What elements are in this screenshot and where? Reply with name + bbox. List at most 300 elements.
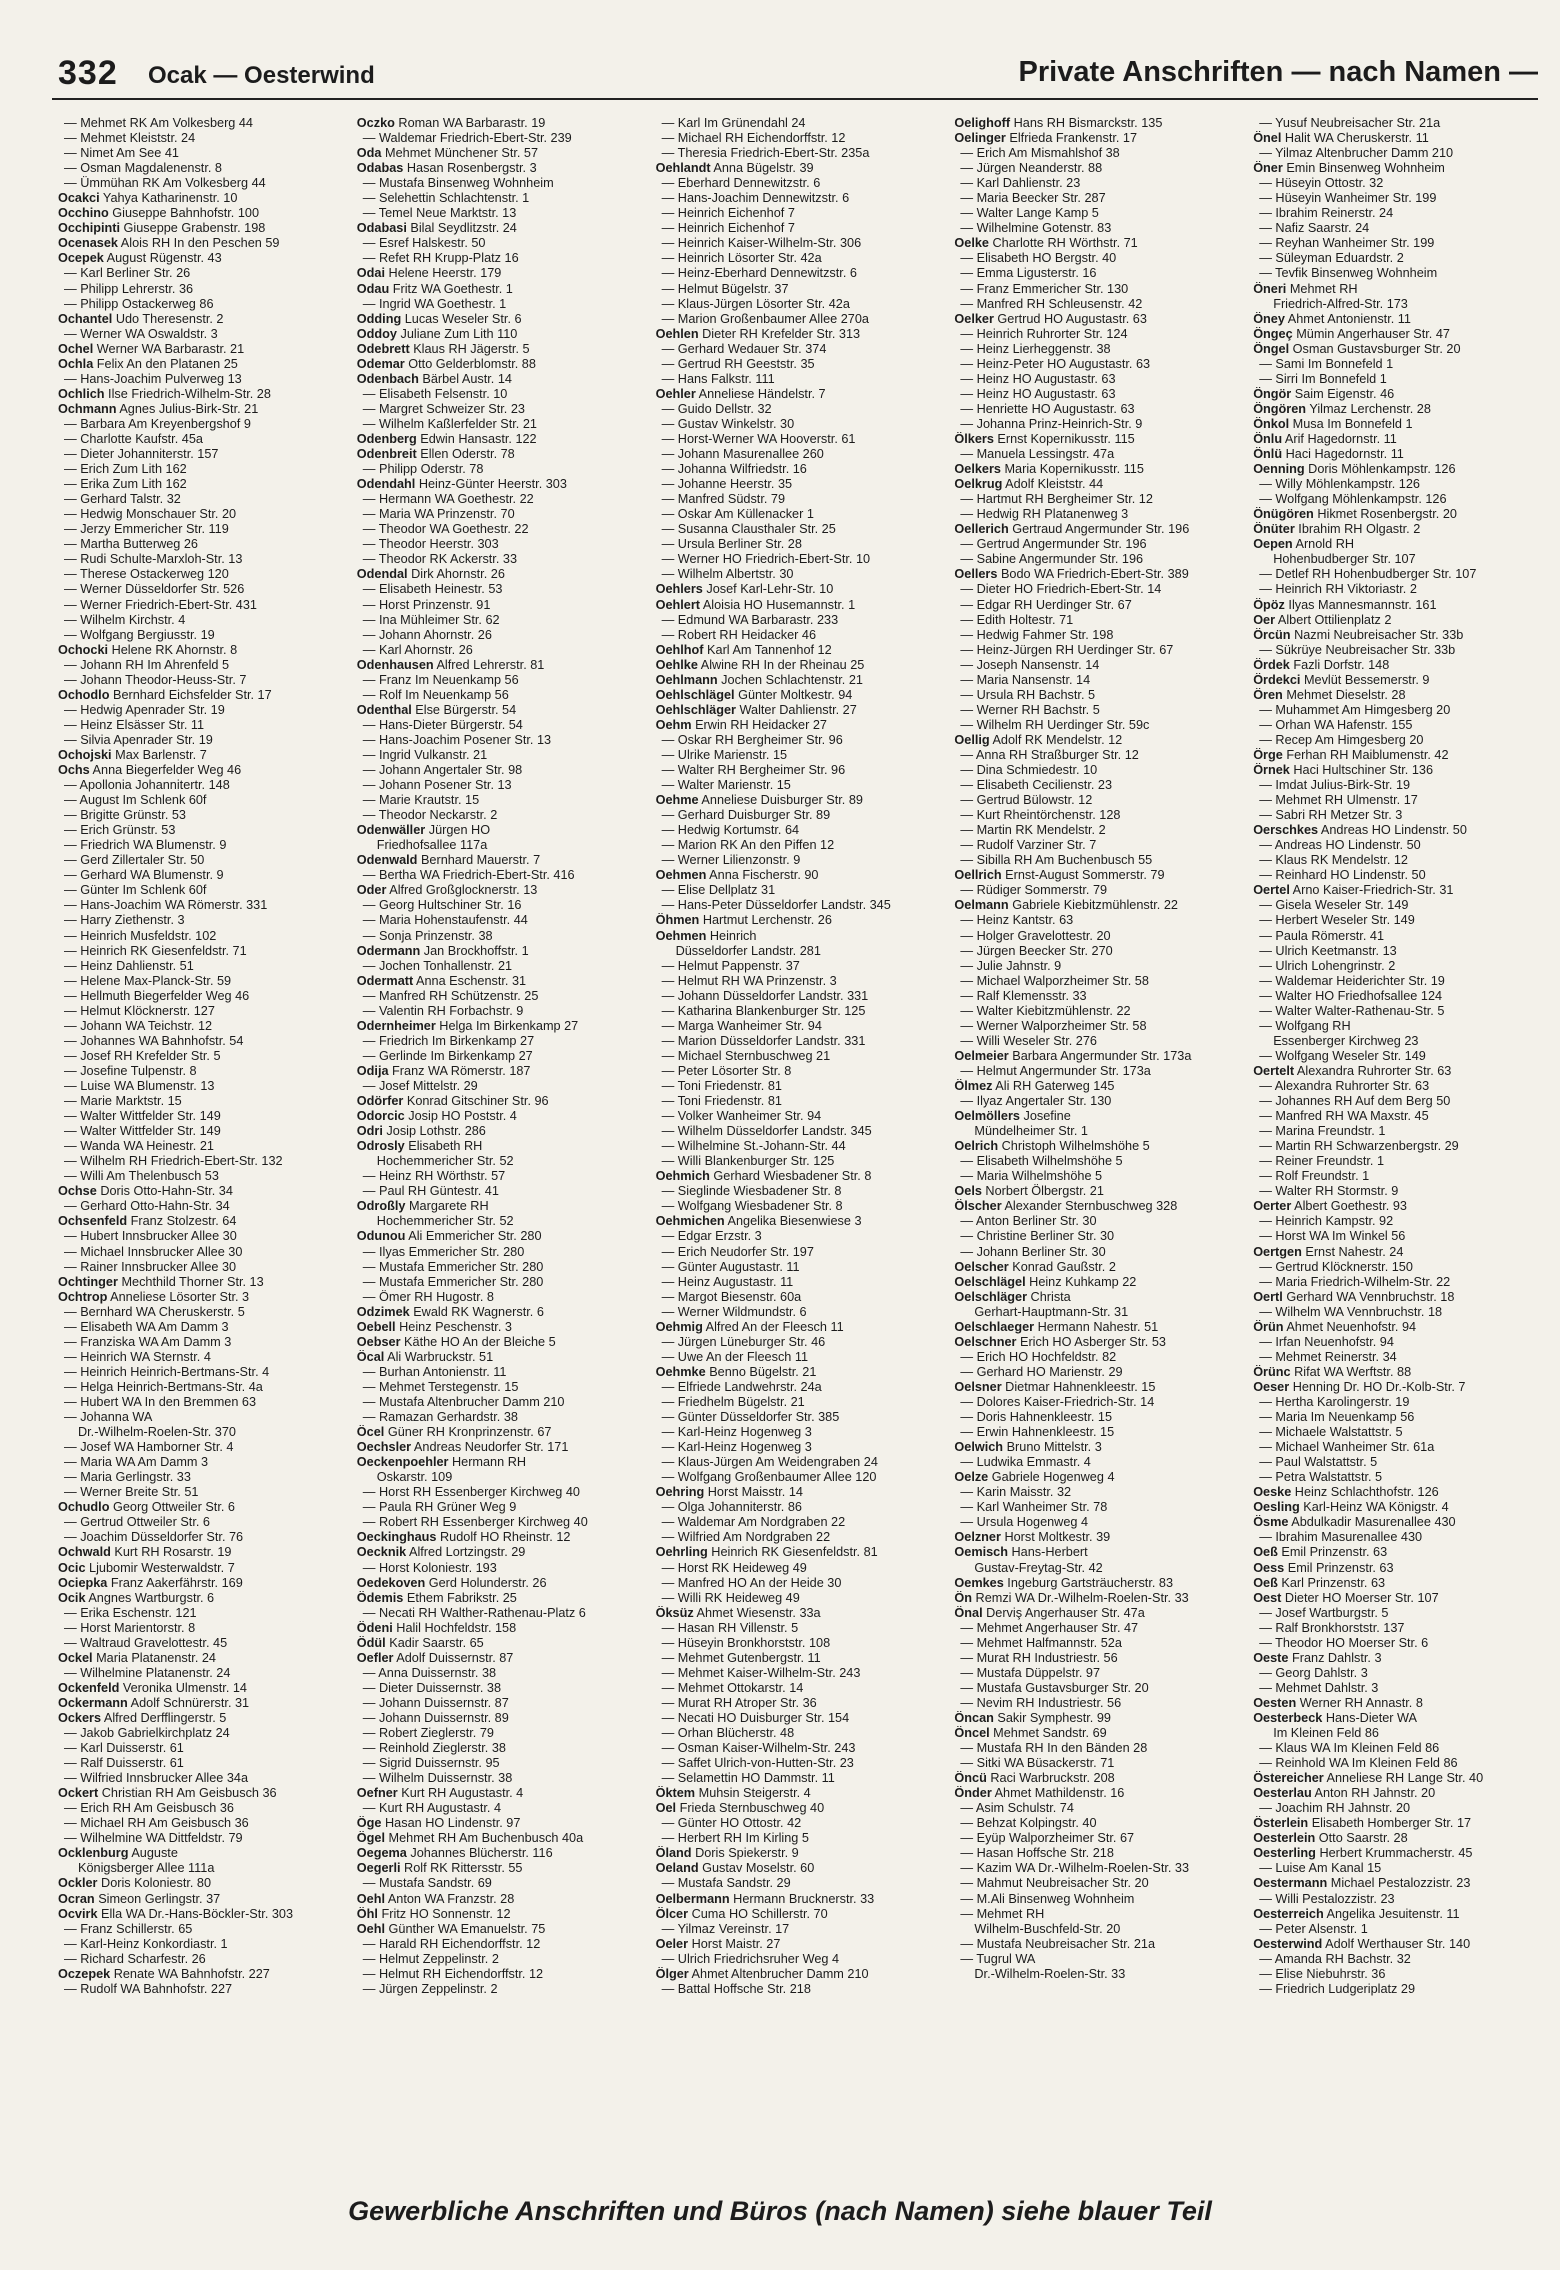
directory-entry: Oellrich Ernst-August Sommerstr. 79 — [954, 868, 1165, 883]
surname: Oemisch — [954, 1545, 1008, 1560]
directory-entry: — Rolf Im Neuenkamp 56 — [362, 687, 509, 702]
surname: Ödül — [356, 1635, 386, 1650]
directory-entry: — Heinrich Eichenhof 7 — [661, 206, 795, 221]
directory-entry: — Martin RH Schwarzenbergstr. 29 — [1259, 1139, 1459, 1154]
directory-entry: Hochemmericher Str. 52 — [376, 1154, 514, 1169]
directory-entry: — Erika Zum Lith 162 — [64, 477, 187, 492]
directory-entry: — Gerhard Talstr. 32 — [64, 492, 181, 507]
directory-entry: — Marion Großenbaumer Allee 270a — [661, 311, 869, 326]
surname: Oertl — [1253, 1289, 1283, 1304]
directory-entry: Odenberg Edwin Hansastr. 122 — [356, 431, 537, 446]
directory-entry: — Yilmaz Vereinstr. 17 — [661, 1921, 790, 1936]
directory-entry: — Josef Wartburgstr. 5 — [1259, 1605, 1389, 1620]
surname: Oeß — [1253, 1545, 1278, 1560]
directory-entry: — Wolfgang Wiesbadener Str. 8 — [661, 1199, 843, 1214]
surname: Oerter — [1253, 1199, 1292, 1214]
directory-entry: — Günter Düsseldorfer Str. 385 — [661, 1410, 840, 1425]
directory-entry: — Imdat Julius-Birk-Str. 19 — [1259, 778, 1411, 793]
directory-entry: Ölmez Ali RH Gaterweg 145 — [954, 1079, 1115, 1093]
surname: Örün — [1253, 1319, 1284, 1334]
surname: Öcal — [356, 1349, 385, 1364]
directory-entry: Oehmichen Angelika Biesenwiese 3 — [655, 1214, 862, 1229]
directory-entry: Odri Josip Lothstr. 286 — [356, 1124, 486, 1139]
directory-entry: Önlu Arif Hagedornstr. 11 — [1253, 431, 1397, 446]
directory-column — [58, 116, 343, 2156]
directory-entry: — Heinz Elsässer Str. 11 — [64, 717, 205, 732]
directory-entry: Wilhelm-Buschfeld-Str. 20 — [974, 1921, 1121, 1936]
directory-entry: — Behzat Kolpingstr. 40 — [960, 1816, 1097, 1831]
directory-entry: — Mehmet Gutenbergstr. 11 — [661, 1650, 821, 1665]
directory-entry: — Horst RH Essenberger Kirchweg 40 — [362, 1485, 580, 1500]
directory-entry: — Hellmuth Biegerfelder Weg 46 — [64, 988, 250, 1003]
directory-entry: — Kurt RH Augustastr. 4 — [362, 1801, 502, 1816]
directory-entry: Odabasi Bilal Seydlitzstr. 24 — [356, 221, 517, 236]
directory-entry: Öhl Fritz HO Sonnenstr. 12 — [356, 1906, 511, 1921]
surname: Örge — [1253, 747, 1283, 762]
directory-entry: — Franziska WA Am Damm 3 — [64, 1334, 232, 1349]
directory-entry: — Philipp Lehrerstr. 36 — [64, 281, 194, 296]
directory-entry: — Theodor WA Goethestr. 22 — [362, 522, 529, 537]
surname: Örnek — [1253, 763, 1290, 778]
directory-entry: — Elise Niebuhrstr. 36 — [1259, 1966, 1386, 1981]
surname: Oehmichen — [655, 1214, 725, 1229]
directory-entry: — Nafiz Saarstr. 24 — [1259, 221, 1370, 236]
directory-entry: — Ramazan Gerhardstr. 38 — [362, 1410, 518, 1425]
directory-entry: — Maria WA Prinzenstr. 70 — [362, 507, 515, 522]
surname: Oehmen — [655, 928, 707, 943]
directory-entry: — Werner Düsseldorfer Str. 526 — [64, 582, 245, 597]
surname: Oer — [1253, 612, 1276, 627]
surname: Ochse — [58, 1184, 97, 1199]
directory-entry: Oeckinghaus Rudolf HO Rheinstr. 12 — [356, 1530, 571, 1545]
directory-entry: — Richard Scharfestr. 26 — [64, 1951, 206, 1966]
directory-entry: Ösme Abdulkadir Masurenallee 430 — [1253, 1515, 1456, 1530]
directory-entry: Odorcic Josip HO Poststr. 4 — [356, 1109, 517, 1124]
surname: Östereicher — [1253, 1771, 1324, 1786]
directory-entry: — Walter Wittfelder Str. 149 — [64, 1124, 221, 1139]
directory-entry: — Helmut RH WA Prinzenstr. 3 — [661, 973, 837, 988]
directory-entry: Ochwald Kurt RH Rosarstr. 19 — [58, 1545, 232, 1560]
directory-entry: Oelschlägel Heinz Kuhkamp 22 — [954, 1274, 1137, 1289]
directory-entry: Ödemis Ethem Fabrikstr. 25 — [356, 1590, 517, 1605]
directory-entry: — Michael Walporzheimer Str. 58 — [960, 973, 1149, 988]
directory-entry: — Hedwig Fahmer Str. 198 — [960, 627, 1114, 642]
directory-column — [1253, 116, 1538, 2156]
surname: Odenbreit — [356, 447, 417, 462]
directory-entry: — Gerhard HO Marienstr. 29 — [960, 1364, 1123, 1379]
surname: Öhmen — [655, 913, 700, 928]
directory-entry: — Tugrul WA — [960, 1951, 1036, 1966]
directory-entry: — Franz Im Neuenkamp 56 — [362, 672, 519, 687]
surname: Önlu — [1253, 431, 1283, 446]
directory-entry: Oels Norbert Ölbergstr. 21 — [954, 1184, 1104, 1199]
page-header — [52, 48, 1538, 100]
directory-entry: — Valentin RH Forbachstr. 9 — [362, 1003, 524, 1018]
directory-entry: Ölkers Ernst Kopernikusstr. 115 — [954, 431, 1135, 446]
directory-entry: — Muhammet Am Himgesberg 20 — [1259, 702, 1451, 717]
directory-entry: — Waldemar Friedrich-Ebert-Str. 239 — [362, 131, 572, 146]
directory-entry: Ördekci Mevlüt Bessemerstr. 9 — [1253, 672, 1430, 687]
directory-entry: Ochodlo Bernhard Eichsfelder Str. 17 — [58, 687, 272, 702]
directory-entry: — Johann Ahornstr. 26 — [362, 627, 492, 642]
directory-entry: — Herbert RH Im Kirling 5 — [661, 1831, 809, 1846]
directory-entry: Oedekoven Gerd Holunderstr. 26 — [356, 1575, 547, 1590]
directory-entry: — Mustafa Düppelstr. 97 — [960, 1665, 1101, 1680]
directory-entry: — Toni Friedenstr. 81 — [661, 1094, 782, 1109]
surname: Ochla — [58, 356, 94, 371]
directory-entry: — Mehmet Dahlstr. 3 — [1259, 1680, 1379, 1695]
directory-entry: Oesterlein Otto Saarstr. 28 — [1253, 1831, 1408, 1846]
surname: Önügören — [1253, 507, 1314, 522]
directory-entry: — Hasan RH Villenstr. 5 — [661, 1620, 799, 1635]
surname: Odenhausen — [356, 657, 434, 672]
directory-entry: Oelkers Maria Kopernikusstr. 115 — [954, 462, 1144, 477]
directory-entry: — Marion Düsseldorfer Landstr. 331 — [661, 1033, 866, 1048]
directory-entry: — Ingrid Vulkanstr. 21 — [362, 747, 488, 762]
directory-entry: — Mehmet Kleiststr. 24 — [64, 131, 196, 146]
directory-entry: Odunou Ali Emmericher Str. 280 — [356, 1229, 542, 1244]
directory-entry: Oesten Werner RH Annastr. 8 — [1253, 1695, 1423, 1710]
directory-entry: — Josefine Tulpenstr. 8 — [64, 1063, 197, 1078]
directory-entry: — Johann Duissernstr. 89 — [362, 1710, 509, 1725]
surname: Odendahl — [356, 477, 416, 492]
directory-entry: Öngel Osman Gustavsburger Str. 20 — [1253, 341, 1461, 356]
surname: Ören — [1253, 687, 1283, 702]
directory-entry: — Marie Marktstr. 15 — [64, 1094, 182, 1109]
directory-entry: Ocenasek Alois RH In den Peschen 59 — [58, 236, 280, 251]
surname: Oeste — [1253, 1650, 1289, 1665]
surname: Oesterreich — [1253, 1906, 1324, 1921]
surname: Ögel — [356, 1831, 385, 1846]
surname: Öncel — [954, 1726, 990, 1741]
directory-entry: — Johann WA Teichstr. 12 — [64, 1018, 213, 1033]
directory-entry: — Manfred HO An der Heide 30 — [661, 1575, 842, 1590]
directory-entry: Oder Alfred Großglocknerstr. 13 — [356, 883, 538, 898]
directory-entry: Oehme Anneliese Duisburger Str. 89 — [655, 793, 863, 808]
directory-entry: — Martin RK Mendelstr. 2 — [960, 823, 1106, 838]
directory-entry: — Dina Schmiedestr. 10 — [960, 763, 1098, 778]
directory-entry: — Doris Hahnenkleestr. 15 — [960, 1410, 1113, 1425]
directory-entry: — Dieter Duissernstr. 38 — [362, 1680, 501, 1695]
surname: Ocvirk — [58, 1906, 98, 1921]
directory-entry: Örcün Nazmi Neubreisacher Str. 33b — [1253, 627, 1464, 642]
directory-entry: — Johannes RH Auf dem Berg 50 — [1259, 1094, 1451, 1109]
directory-entry: Odrosly Elisabeth RH — [356, 1139, 483, 1154]
directory-entry: Oefler Adolf Duissernstr. 87 — [356, 1650, 514, 1665]
directory-entry: Örünc Rifat WA Werftstr. 88 — [1253, 1364, 1412, 1379]
surname: Odenwald — [356, 853, 418, 868]
directory-entry: Ödeni Halil Hochfeldstr. 158 — [356, 1620, 517, 1635]
surname: Occhino — [58, 206, 109, 221]
directory-entry: — Elisabeth Cecilienstr. 23 — [960, 778, 1113, 793]
directory-entry: — Heinz-Jürgen RH Uerdinger Str. 67 — [960, 642, 1174, 657]
directory-entry: Öngeç Mümin Angerhauser Str. 47 — [1253, 326, 1450, 341]
directory-entry: Ölger Ahmet Altenbrucher Damm 210 — [655, 1966, 869, 1981]
directory-entry: — Maria Wilhelmshöhe 5 — [960, 1169, 1103, 1184]
directory-entry: — Oskar Am Küllenacker 1 — [661, 507, 814, 522]
directory-entry: — Manfred RH Schützenstr. 25 — [362, 988, 539, 1003]
surname: Odding — [356, 311, 402, 326]
directory-entry: Odabas Hasan Rosenbergstr. 3 — [356, 161, 537, 176]
directory-entry: — Saffet Ulrich-von-Hutten-Str. 23 — [661, 1756, 854, 1771]
surname: Öner — [1253, 161, 1283, 176]
surname: Ochantel — [58, 311, 113, 326]
directory-entry: — Karl-Heinz Konkordiastr. 1 — [64, 1936, 228, 1951]
directory-entry: — Hedwig Monschauer Str. 20 — [64, 507, 237, 522]
surname: Öktem — [655, 1786, 696, 1801]
directory-entry: Oehlke Alwine RH In der Rheinau 25 — [655, 657, 865, 672]
directory-entry: Öcel Güner RH Kronprinzenstr. 67 — [356, 1425, 552, 1440]
directory-entry: Odzimek Ewald RK Wagnerstr. 6 — [356, 1304, 544, 1319]
directory-entry: — Ilyas Emmericher Str. 280 — [362, 1244, 525, 1259]
directory-entry: Ocic Ljubomir Westerwaldstr. 7 — [58, 1560, 235, 1575]
directory-entry: Odija Franz WA Römerstr. 187 — [356, 1063, 531, 1078]
directory-entry: — Wilfried Innsbrucker Allee 34a — [64, 1771, 249, 1786]
directory-entry: Ochla Felix An den Platanen 25 — [58, 356, 238, 371]
directory-entry: Im Kleinen Feld 86 — [1273, 1726, 1379, 1741]
directory-entry: — Willy Möhlenkampstr. 126 — [1259, 477, 1420, 492]
directory-entry: — Sükrüye Neubreisacher Str. 33b — [1259, 642, 1456, 657]
directory-entry: — Sabine Angermunder Str. 196 — [960, 552, 1144, 567]
directory-entry: — Mustafa Sandstr. 69 — [362, 1876, 492, 1891]
directory-entry: — Ralf Duisserstr. 61 — [64, 1756, 184, 1771]
directory-entry: — Werner Walporzheimer Str. 58 — [960, 1018, 1147, 1033]
directory-entry: — Maria Im Neuenkamp 56 — [1259, 1410, 1415, 1425]
directory-entry: Öcal Ali Warbruckstr. 51 — [356, 1349, 494, 1364]
directory-entry: — Anna Duissernstr. 38 — [362, 1665, 497, 1680]
directory-entry: — Heinz-Eberhard Dennewitzstr. 6 — [661, 266, 857, 281]
directory-entry: Oehler Anneliese Händelstr. 7 — [655, 386, 826, 401]
directory-entry: Oebser Käthe HO An der Bleiche 5 — [356, 1334, 556, 1349]
surname: Oechsler — [356, 1440, 412, 1455]
directory-entry: — Michael Sternbuschweg 21 — [661, 1048, 831, 1063]
surname: Odri — [356, 1124, 383, 1139]
directory-entry: — Katharina Blankenburger Str. 125 — [661, 1003, 866, 1018]
directory-entry: — Horst Koloniestr. 193 — [362, 1560, 497, 1575]
directory-entry: Odebrett Klaus RH Jägerstr. 5 — [356, 341, 530, 356]
directory-entry: — Elisabeth Wilhelmshöhe 5 — [960, 1154, 1123, 1169]
directory-entry: — Mehmet RH — [960, 1906, 1045, 1921]
surname: Oebell — [356, 1319, 396, 1334]
directory-entry: Oenning Doris Möhlenkampstr. 126 — [1253, 462, 1456, 477]
directory-entry: — Friedrich WA Blumenstr. 9 — [64, 838, 227, 853]
surname: Önkol — [1253, 416, 1290, 431]
directory-entry: — Willi RK Heideweg 49 — [661, 1590, 800, 1605]
directory-entry: — Henriette HO Augustastr. 63 — [960, 401, 1135, 416]
directory-entry: — Erwin Hahnenkleestr. 15 — [960, 1425, 1115, 1440]
directory-entry: — Michael RH Eichendorffstr. 12 — [661, 131, 846, 146]
directory-entry: Ockenfeld Veronika Ulmenstr. 14 — [58, 1680, 247, 1695]
directory-entry: — Wilhelm Kirchstr. 4 — [64, 612, 186, 627]
surname: Oels — [954, 1184, 982, 1199]
directory-entry: Ön Remzi WA Dr.-Wilhelm-Roelen-Str. 33 — [954, 1590, 1189, 1605]
surname: Oefner — [356, 1786, 398, 1801]
directory-entry: — Guido Dellstr. 32 — [661, 401, 772, 416]
directory-entry: — Mustafa Emmericher Str. 280 — [362, 1259, 544, 1274]
directory-entry: Oelkrug Adolf Kleiststr. 44 — [954, 477, 1104, 492]
directory-entry: — Hans Falkstr. 111 — [661, 371, 775, 386]
directory-entry: Ochtinger Mechthild Thorner Str. 13 — [58, 1274, 264, 1289]
directory-entry: — Mustafa Gustavsburger Str. 20 — [960, 1680, 1149, 1695]
directory-entry: — Edgar Erzstr. 3 — [661, 1229, 762, 1244]
directory-entry: Oehrling Heinrich RK Giesenfeldstr. 81 — [655, 1545, 878, 1560]
directory-entry: — Erich Neudorfer Str. 197 — [661, 1244, 814, 1259]
directory-entry: — Erich Zum Lith 162 — [64, 462, 187, 477]
directory-entry: — Hüseyin Wanheimer Str. 199 — [1259, 191, 1437, 206]
directory-entry: — Manfred RH WA Maxstr. 45 — [1259, 1109, 1429, 1124]
directory-entry: — Hans-Dieter Bürgerstr. 54 — [362, 717, 523, 732]
directory-entry: — Robert Zieglerstr. 79 — [362, 1726, 494, 1741]
directory-entry: Oesterlau Anton RH Jahnstr. 20 — [1253, 1786, 1436, 1801]
surname: Odernheimer — [356, 1018, 436, 1033]
directory-entry: — Paul RH Güntestr. 41 — [362, 1184, 499, 1199]
directory-entry: Ördek Fazli Dorfstr. 148 — [1253, 657, 1390, 672]
surname: Oelkers — [954, 462, 1001, 477]
surname: Oczko — [356, 116, 395, 130]
directory-entry: — Waldemar Am Nordgraben 22 — [661, 1515, 846, 1530]
directory-entry: — Dolores Kaiser-Friedrich-Str. 14 — [960, 1394, 1155, 1409]
directory-entry: — Tevfik Binsenweg Wohnheim — [1259, 266, 1438, 281]
surname: Oesterlau — [1253, 1786, 1312, 1801]
surname: Ochlich — [58, 386, 105, 401]
directory-entry: Öksüz Ahmet Wiesenstr. 33a — [655, 1605, 821, 1620]
directory-entry: — Ursula Hogenweg 4 — [960, 1515, 1089, 1530]
surname: Oeckinghaus — [356, 1530, 437, 1545]
directory-entry: — Michael RH Am Geisbusch 36 — [64, 1816, 249, 1831]
surname: Ölger — [655, 1966, 689, 1981]
directory-entry: Essenberger Kirchweg 23 — [1273, 1033, 1419, 1048]
directory-entry: — Hertha Karolingerstr. 19 — [1259, 1394, 1410, 1409]
directory-entry: Oehlschlägel Günter Moltkestr. 94 — [655, 687, 853, 702]
directory-entry: — Bernhard WA Cheruskerstr. 5 — [64, 1304, 245, 1319]
directory-entry: — Willi Blankenburger Str. 125 — [661, 1154, 835, 1169]
surname: Ocic — [58, 1560, 86, 1575]
directory-entry: — Johanne Heerstr. 35 — [661, 477, 793, 492]
directory-entry: — Therese Ostackerweg 120 — [64, 567, 229, 582]
directory-entry: — Walter HO Friedhofsallee 124 — [1259, 988, 1443, 1003]
directory-entry: — Ulrich Lohengrinstr. 2 — [1259, 958, 1396, 973]
surname: Ockert — [58, 1786, 99, 1801]
surname: Odorcic — [356, 1109, 405, 1124]
directory-entry: — Werner Friedrich-Ebert-Str. 431 — [64, 597, 257, 612]
directory-entry: — Werner Breite Str. 51 — [64, 1485, 199, 1500]
directory-entry: — Gerlinde Im Birkenkamp 27 — [362, 1048, 533, 1063]
directory-entry: — Heinz-Peter HO Augustastr. 63 — [960, 356, 1151, 371]
directory-entry: Oelsner Dietmar Hahnenkleestr. 15 — [954, 1379, 1156, 1394]
directory-entry: — Gisela Weseler Str. 149 — [1259, 898, 1409, 913]
directory-entry: — Karl-Heinz Hogenweg 3 — [661, 1425, 812, 1440]
directory-entry: — Friedrich Ludgeriplatz 29 — [1259, 1981, 1416, 1996]
directory-entry: Oeser Henning Dr. HO Dr.-Kolb-Str. 7 — [1253, 1379, 1466, 1394]
directory-entry: — Wolfgang Möhlenkampstr. 126 — [1259, 492, 1447, 507]
directory-entry: Ocklenburg Auguste — [58, 1846, 178, 1861]
directory-entry: Dr.-Wilhelm-Roelen-Str. 370 — [78, 1425, 236, 1440]
directory-entry: Ochmann Agnes Julius-Birk-Str. 21 — [58, 401, 259, 416]
directory-entry: — Holger Gravelottestr. 20 — [960, 928, 1111, 943]
directory-entry: — Ursula Berliner Str. 28 — [661, 537, 802, 552]
surname: Odabas — [356, 161, 404, 176]
directory-entry: — Peter Alsenstr. 1 — [1259, 1921, 1368, 1936]
directory-entry: Oeß Emil Prinzenstr. 63 — [1253, 1545, 1388, 1560]
directory-entry: Östereicher Anneliese RH Lange Str. 40 — [1253, 1771, 1484, 1786]
directory-entry: Ochsenfeld Franz Stolzestr. 64 — [58, 1214, 237, 1229]
directory-entry: — Heinrich Lösorter Str. 42a — [661, 251, 822, 266]
directory-entry: Ockermann Adolf Schnürerstr. 31 — [58, 1695, 250, 1710]
directory-entry: — Apollonia Johannitertr. 148 — [64, 778, 230, 793]
surname: Oesterbeck — [1253, 1710, 1323, 1725]
directory-entry: — Heinrich Eichenhof 7 — [661, 221, 795, 236]
directory-entry: — Mehmet RK Am Volkesberg 44 — [64, 116, 253, 130]
directory-entry: — Dieter Johanniterstr. 157 — [64, 447, 219, 462]
directory-entry: Ocakci Yahya Katharinenstr. 10 — [58, 191, 238, 206]
directory-entry: — Jürgen Lüneburger Str. 46 — [661, 1334, 826, 1349]
directory-entry: — Georg Dahlstr. 3 — [1259, 1665, 1368, 1680]
surname: Odunou — [356, 1229, 406, 1244]
directory-entry: — Hans-Joachim WA Römerstr. 331 — [64, 898, 268, 913]
directory-entry: — Johann Berliner Str. 30 — [960, 1244, 1106, 1259]
directory-entry: — Ina Mühleimer Str. 62 — [362, 612, 500, 627]
directory-entry: — Alexandra Ruhrorter Str. 63 — [1259, 1079, 1430, 1093]
directory-entry: Oelze Gabriele Hogenweg 4 — [954, 1470, 1115, 1485]
directory-entry: — Petra Walstattstr. 5 — [1259, 1470, 1383, 1485]
surname: Oelschlaeger — [954, 1319, 1035, 1334]
directory-entry: Ochojski Max Barlenstr. 7 — [58, 747, 207, 762]
directory-entry: — Yusuf Neubreisacher Str. 21a — [1259, 116, 1441, 130]
directory-entry: Düsseldorfer Landstr. 281 — [675, 943, 821, 958]
surname: Oesterlein — [1253, 1831, 1316, 1846]
directory-entry: — Johannes WA Bahnhofstr. 54 — [64, 1033, 244, 1048]
directory-entry: Öge Hasan HO Lindenstr. 97 — [356, 1816, 521, 1831]
directory-entry: — Heinz Lierheggenstr. 38 — [960, 341, 1111, 356]
surname: Oehm — [655, 717, 692, 732]
directory-entry: — Heinrich RK Giesenfeldstr. 71 — [64, 943, 247, 958]
surname: Oelkrug — [954, 477, 1003, 492]
directory-entry: Ockel Maria Platanenstr. 24 — [58, 1650, 216, 1665]
surname: Ocakci — [58, 191, 100, 206]
directory-entry: Oehmke Benno Bügelstr. 21 — [655, 1364, 817, 1379]
directory-entry: Ockert Christian RH Am Geisbusch 36 — [58, 1786, 277, 1801]
name-range: Ocak — Oesterwind — [148, 62, 375, 89]
surname: Oellrich — [954, 868, 1002, 883]
directory-entry: — Dieter HO Friedrich-Ebert-Str. 14 — [960, 582, 1162, 597]
directory-entry: — Andreas HO Lindenstr. 50 — [1259, 838, 1421, 853]
directory-entry: — Klaus-Jürgen Am Weidengraben 24 — [661, 1455, 878, 1470]
surname: Ocenasek — [58, 236, 118, 251]
directory-entry: — Maria WA Am Damm 3 — [64, 1455, 209, 1470]
directory-entry: — Karl Ahornstr. 26 — [362, 642, 473, 657]
surname: Oeser — [1253, 1379, 1290, 1394]
directory-entry: — Klaus WA Im Kleinen Feld 86 — [1259, 1741, 1440, 1756]
directory-entry: Ockler Doris Koloniestr. 80 — [58, 1876, 212, 1891]
directory-entry: — Hartmut RH Bergheimer Str. 12 — [960, 492, 1153, 507]
surname: Ockermann — [58, 1695, 128, 1710]
directory-entry: Oest Dieter HO Moerser Str. 107 — [1253, 1590, 1439, 1605]
directory-entry: Oerter Albert Goethestr. 93 — [1253, 1199, 1407, 1214]
directory-entry: Mündelheimer Str. 1 — [974, 1124, 1088, 1139]
surname: Öksüz — [655, 1605, 694, 1620]
directory-entry: — Mehmet Angerhauser Str. 47 — [960, 1620, 1139, 1635]
directory-entry: — Recep Am Himgesberg 20 — [1259, 732, 1424, 747]
surname: Örünc — [1253, 1364, 1291, 1379]
surname: Oegema — [356, 1846, 407, 1861]
directory-entry: — Gertrud Angermunder Str. 196 — [960, 537, 1147, 552]
directory-entry: — Klaus RK Mendelstr. 12 — [1259, 853, 1408, 868]
directory-entry: — Günter HO Ottostr. 42 — [661, 1816, 802, 1831]
directory-entry: — Karin Maisstr. 32 — [960, 1485, 1072, 1500]
directory-entry: — Waldemar Heiderichter Str. 19 — [1259, 973, 1445, 988]
surname: Odenthal — [356, 702, 412, 717]
surname: Odemar — [356, 356, 405, 371]
